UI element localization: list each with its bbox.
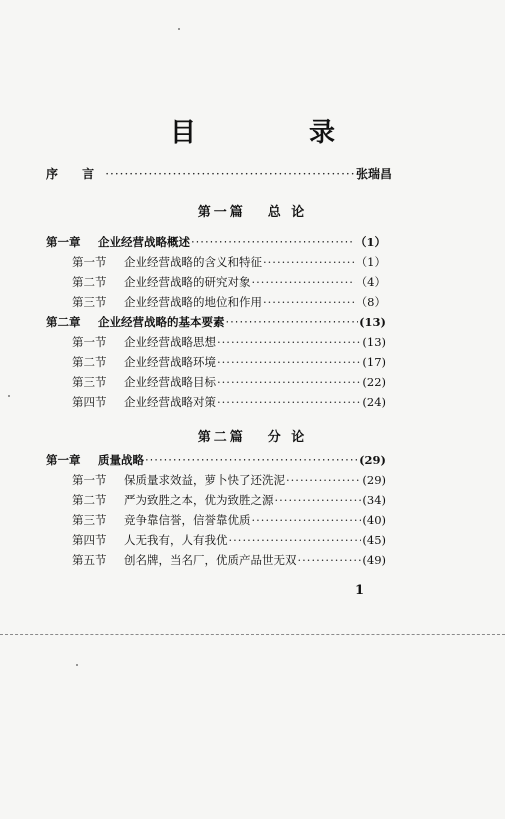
page-number: (13) bbox=[359, 315, 386, 329]
section-number: 第四节 bbox=[72, 533, 107, 547]
leader-dots bbox=[298, 550, 362, 570]
leader-dots bbox=[252, 510, 362, 530]
part-title-2 bbox=[0, 426, 505, 445]
page-number: (34) bbox=[362, 493, 386, 507]
leader-dots bbox=[217, 392, 361, 412]
part-2-number: 第二篇 bbox=[197, 430, 246, 445]
leader-dots bbox=[263, 292, 355, 312]
leader-dots bbox=[217, 332, 361, 352]
preface-author: 张瑞昌 bbox=[355, 167, 392, 181]
section-number: 第三节 bbox=[72, 295, 107, 309]
section-title: 企业经营战略的地位和作用 bbox=[124, 295, 262, 309]
chapter-title: 企业经营战略的基本要素 bbox=[98, 315, 225, 329]
section-title: 创名牌，当名厂，优质产品世无双 bbox=[124, 553, 297, 567]
toc-chapter[interactable] bbox=[46, 312, 386, 332]
section-title: 企业经营战略目标 bbox=[124, 375, 216, 389]
preface-label: 序 言 bbox=[46, 167, 105, 181]
page-number: (49) bbox=[362, 553, 386, 567]
page-folio: 1 bbox=[355, 583, 365, 598]
scan-speck bbox=[76, 664, 78, 666]
section-title: 企业经营战略环境 bbox=[124, 355, 216, 369]
section-number: 第二节 bbox=[72, 493, 107, 507]
section-title: 竞争靠信誉，信誉靠优质 bbox=[124, 513, 251, 527]
toc-section[interactable] bbox=[46, 272, 386, 292]
toc-section[interactable] bbox=[46, 510, 386, 530]
page-number: (17) bbox=[362, 355, 386, 369]
toc-part-1 bbox=[46, 232, 386, 412]
leader-dots bbox=[229, 530, 362, 550]
leader-dots bbox=[191, 232, 354, 252]
page-number: (40) bbox=[362, 513, 386, 527]
scan-edge-line bbox=[0, 634, 505, 635]
leader-dots bbox=[145, 450, 358, 470]
section-title: 企业经营战略对策 bbox=[124, 395, 216, 409]
part-1-name: 总 论 bbox=[267, 205, 308, 220]
toc-section[interactable] bbox=[46, 252, 386, 272]
toc-section[interactable] bbox=[46, 352, 386, 372]
leader-dots bbox=[105, 167, 355, 181]
leader-dots bbox=[286, 470, 361, 490]
toc-section[interactable] bbox=[46, 392, 386, 412]
toc-chapter[interactable] bbox=[46, 232, 386, 252]
toc-section[interactable] bbox=[46, 490, 386, 510]
leader-dots bbox=[252, 272, 355, 292]
section-title: 企业经营战略思想 bbox=[124, 335, 216, 349]
chapter-number: 第一章 bbox=[46, 453, 81, 467]
page-number: （8） bbox=[355, 295, 386, 309]
chapter-number: 第一章 bbox=[46, 235, 81, 249]
leader-dots bbox=[275, 490, 362, 510]
toc-preface[interactable] bbox=[46, 165, 392, 182]
section-number: 第四节 bbox=[72, 395, 107, 409]
page-number: （4） bbox=[355, 275, 386, 289]
scan-speck bbox=[8, 395, 10, 397]
toc-section[interactable] bbox=[46, 332, 386, 352]
scan-speck bbox=[178, 28, 180, 30]
leader-dots bbox=[217, 372, 361, 392]
toc-section[interactable] bbox=[46, 530, 386, 550]
leader-dots bbox=[217, 352, 361, 372]
section-number: 第二节 bbox=[72, 275, 107, 289]
page-number: (24) bbox=[362, 395, 386, 409]
toc-section[interactable] bbox=[46, 470, 386, 490]
page-number: （1） bbox=[355, 255, 386, 269]
page-number: (22) bbox=[362, 375, 386, 389]
section-number: 第三节 bbox=[72, 375, 107, 389]
leader-dots bbox=[263, 252, 355, 272]
section-number: 第二节 bbox=[72, 355, 107, 369]
chapter-title: 企业经营战略概述 bbox=[98, 235, 190, 249]
toc-section[interactable] bbox=[46, 372, 386, 392]
page-number: (13) bbox=[362, 335, 386, 349]
section-number: 第一节 bbox=[72, 335, 107, 349]
toc-chapter[interactable] bbox=[46, 450, 386, 470]
page-number: （1） bbox=[354, 235, 386, 249]
part-title-1 bbox=[0, 201, 505, 220]
page-number: (29) bbox=[359, 453, 386, 467]
toc-section[interactable] bbox=[46, 550, 386, 570]
section-number: 第五节 bbox=[72, 553, 107, 567]
section-title: 保质量求效益，萝卜快了还洗泥 bbox=[124, 473, 285, 487]
section-title: 严为致胜之本，优为致胜之源 bbox=[124, 493, 274, 507]
section-title: 企业经营战略的研究对象 bbox=[124, 275, 251, 289]
leader-dots bbox=[226, 312, 359, 332]
section-number: 第三节 bbox=[72, 513, 107, 527]
part-1-number: 第一篇 bbox=[197, 205, 246, 220]
toc-section[interactable] bbox=[46, 292, 386, 312]
chapter-title: 质量战略 bbox=[98, 453, 144, 467]
section-title: 人无我有，人有我优 bbox=[124, 533, 228, 547]
section-title: 企业经营战略的含义和特征 bbox=[124, 255, 262, 269]
page-title: 目 录 bbox=[169, 118, 388, 148]
page-number: (45) bbox=[362, 533, 386, 547]
section-number: 第一节 bbox=[72, 473, 107, 487]
part-2-name: 分 论 bbox=[267, 430, 308, 445]
section-number: 第一节 bbox=[72, 255, 107, 269]
chapter-number: 第二章 bbox=[46, 315, 81, 329]
page-number: (29) bbox=[362, 473, 386, 487]
toc-part-2 bbox=[46, 450, 386, 570]
